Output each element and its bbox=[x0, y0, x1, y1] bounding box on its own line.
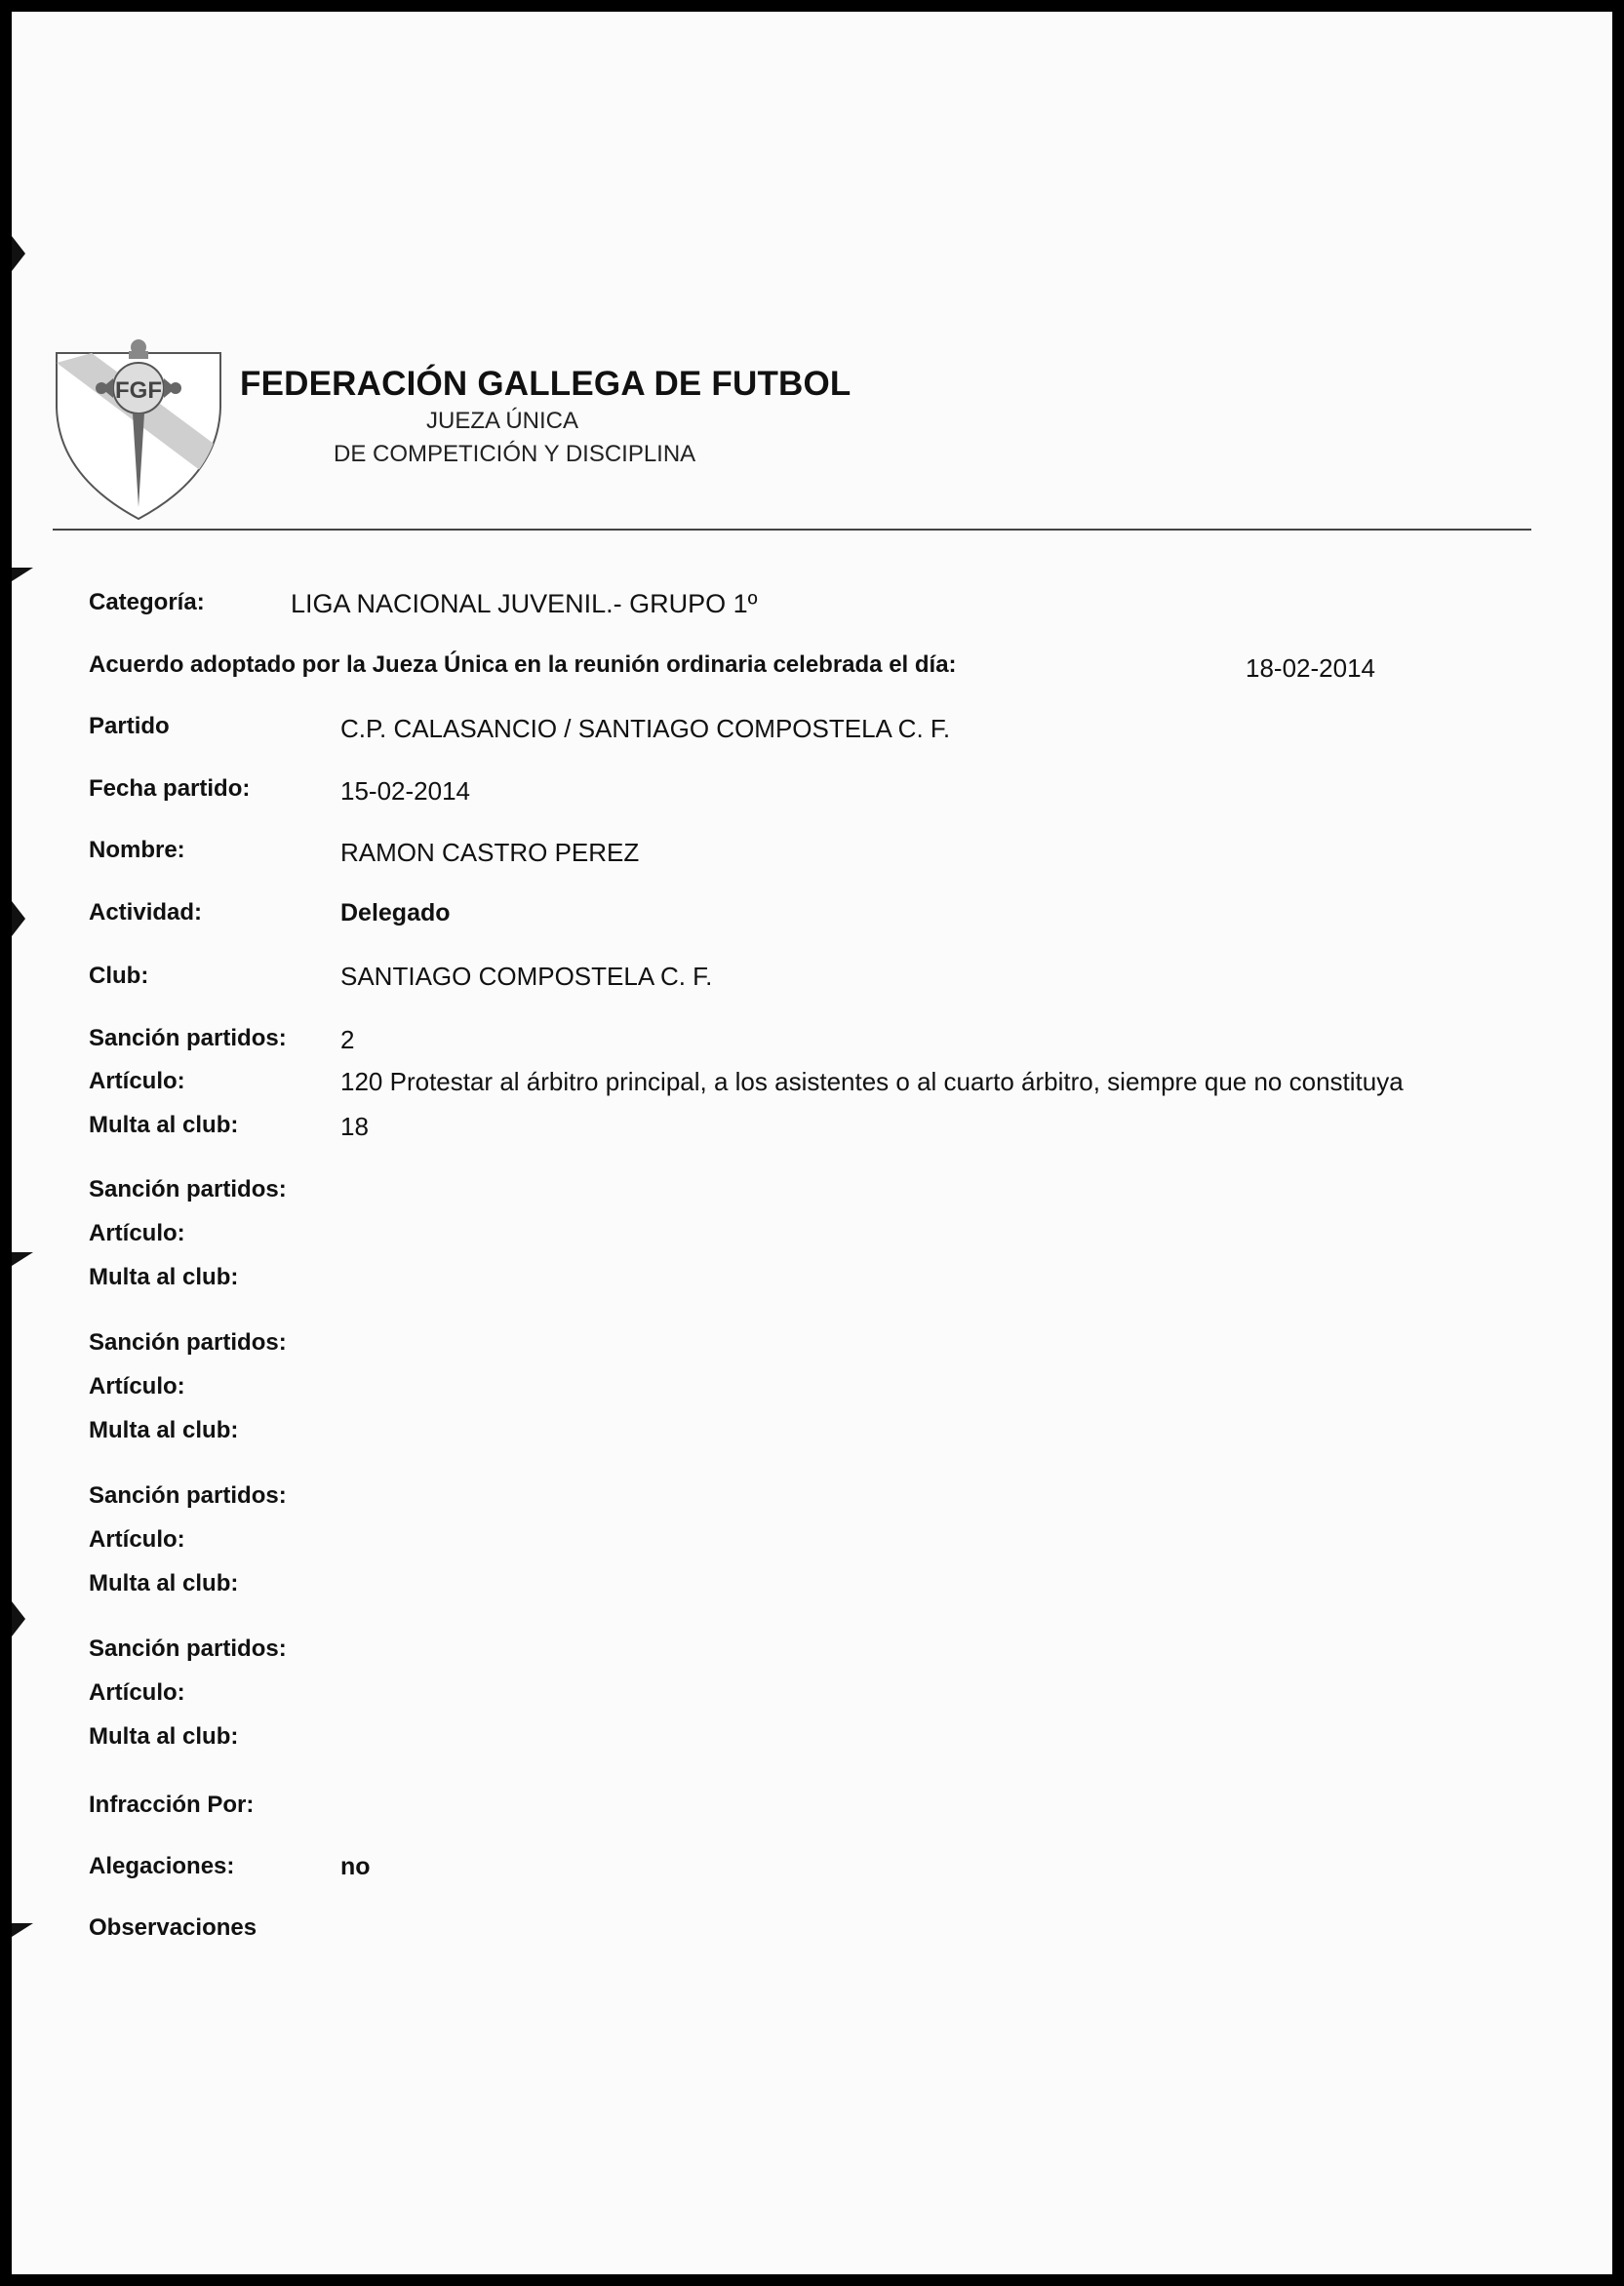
articulo-label: Artículo: bbox=[89, 1679, 185, 1706]
categoria-value: LIGA NACIONAL JUVENIL.- GRUPO 1º bbox=[291, 589, 758, 618]
alegaciones-value: no bbox=[340, 1853, 371, 1880]
acuerdo-date: 18-02-2014 bbox=[1246, 653, 1375, 683]
nombre-label: Nombre: bbox=[89, 837, 185, 863]
multa-club-label: Multa al club: bbox=[89, 1417, 239, 1443]
multa-club-label: Multa al club: bbox=[89, 1723, 239, 1750]
federation-crest-logo bbox=[53, 339, 224, 521]
multa-club-value: 18 bbox=[340, 1112, 369, 1141]
actividad-label: Actividad: bbox=[89, 899, 203, 926]
multa-club-label: Multa al club: bbox=[89, 1112, 239, 1138]
club-value: SANTIAGO COMPOSTELA C. F. bbox=[340, 962, 713, 991]
document-page bbox=[12, 12, 1612, 2274]
sancion-partidos-label: Sanción partidos: bbox=[89, 1636, 287, 1662]
scan-notch bbox=[12, 236, 25, 271]
partido-value: C.P. CALASANCIO / SANTIAGO COMPOSTELA C. F. bbox=[340, 714, 951, 743]
scan-notch bbox=[12, 568, 33, 581]
acuerdo-label: Acuerdo adoptado por la Jueza Única en la reunión ordinaria celebrada el día: bbox=[89, 651, 957, 678]
multa-club-label: Multa al club: bbox=[89, 1570, 239, 1596]
articulo-label: Artículo: bbox=[89, 1068, 185, 1094]
header-divider bbox=[53, 529, 1531, 531]
partido-label: Partido bbox=[89, 713, 170, 739]
sancion-partidos-label: Sanción partidos: bbox=[89, 1482, 287, 1509]
subtitle-competicion: DE COMPETICIÓN Y DISCIPLINA bbox=[334, 441, 696, 467]
observaciones-label: Observaciones bbox=[89, 1914, 257, 1941]
scan-notch bbox=[12, 1252, 33, 1266]
fecha-partido-value: 15-02-2014 bbox=[340, 776, 470, 806]
sancion-partidos-value: 2 bbox=[340, 1025, 355, 1054]
scan-notch bbox=[12, 1923, 33, 1937]
crest-monogram: FGF bbox=[115, 377, 162, 404]
sancion-partidos-label: Sanción partidos: bbox=[89, 1329, 287, 1356]
fecha-partido-label: Fecha partido: bbox=[89, 775, 251, 802]
articulo-label: Artículo: bbox=[89, 1220, 185, 1246]
multa-club-label: Multa al club: bbox=[89, 1264, 239, 1290]
articulo-value: 120 Protestar al árbitro principal, a los asistentes o al cuarto árbitro, siempre que no constituya bbox=[340, 1067, 1404, 1096]
scan-notch bbox=[12, 901, 25, 936]
alegaciones-label: Alegaciones: bbox=[89, 1853, 235, 1879]
sancion-partidos-label: Sanción partidos: bbox=[89, 1176, 287, 1202]
actividad-value: Delegado bbox=[340, 899, 451, 926]
scan-notch bbox=[12, 1601, 25, 1636]
subtitle-jueza: JUEZA ÚNICA bbox=[426, 408, 579, 434]
nombre-value: RAMON CASTRO PEREZ bbox=[340, 838, 640, 867]
articulo-label: Artículo: bbox=[89, 1373, 185, 1399]
sancion-partidos-label: Sanción partidos: bbox=[89, 1025, 287, 1051]
infraccion-label: Infracción Por: bbox=[89, 1792, 255, 1818]
federation-title: FEDERACIÓN GALLEGA DE FUTBOL bbox=[240, 365, 852, 403]
articulo-label: Artículo: bbox=[89, 1526, 185, 1553]
categoria-label: Categoría: bbox=[89, 589, 205, 615]
club-label: Club: bbox=[89, 963, 149, 989]
